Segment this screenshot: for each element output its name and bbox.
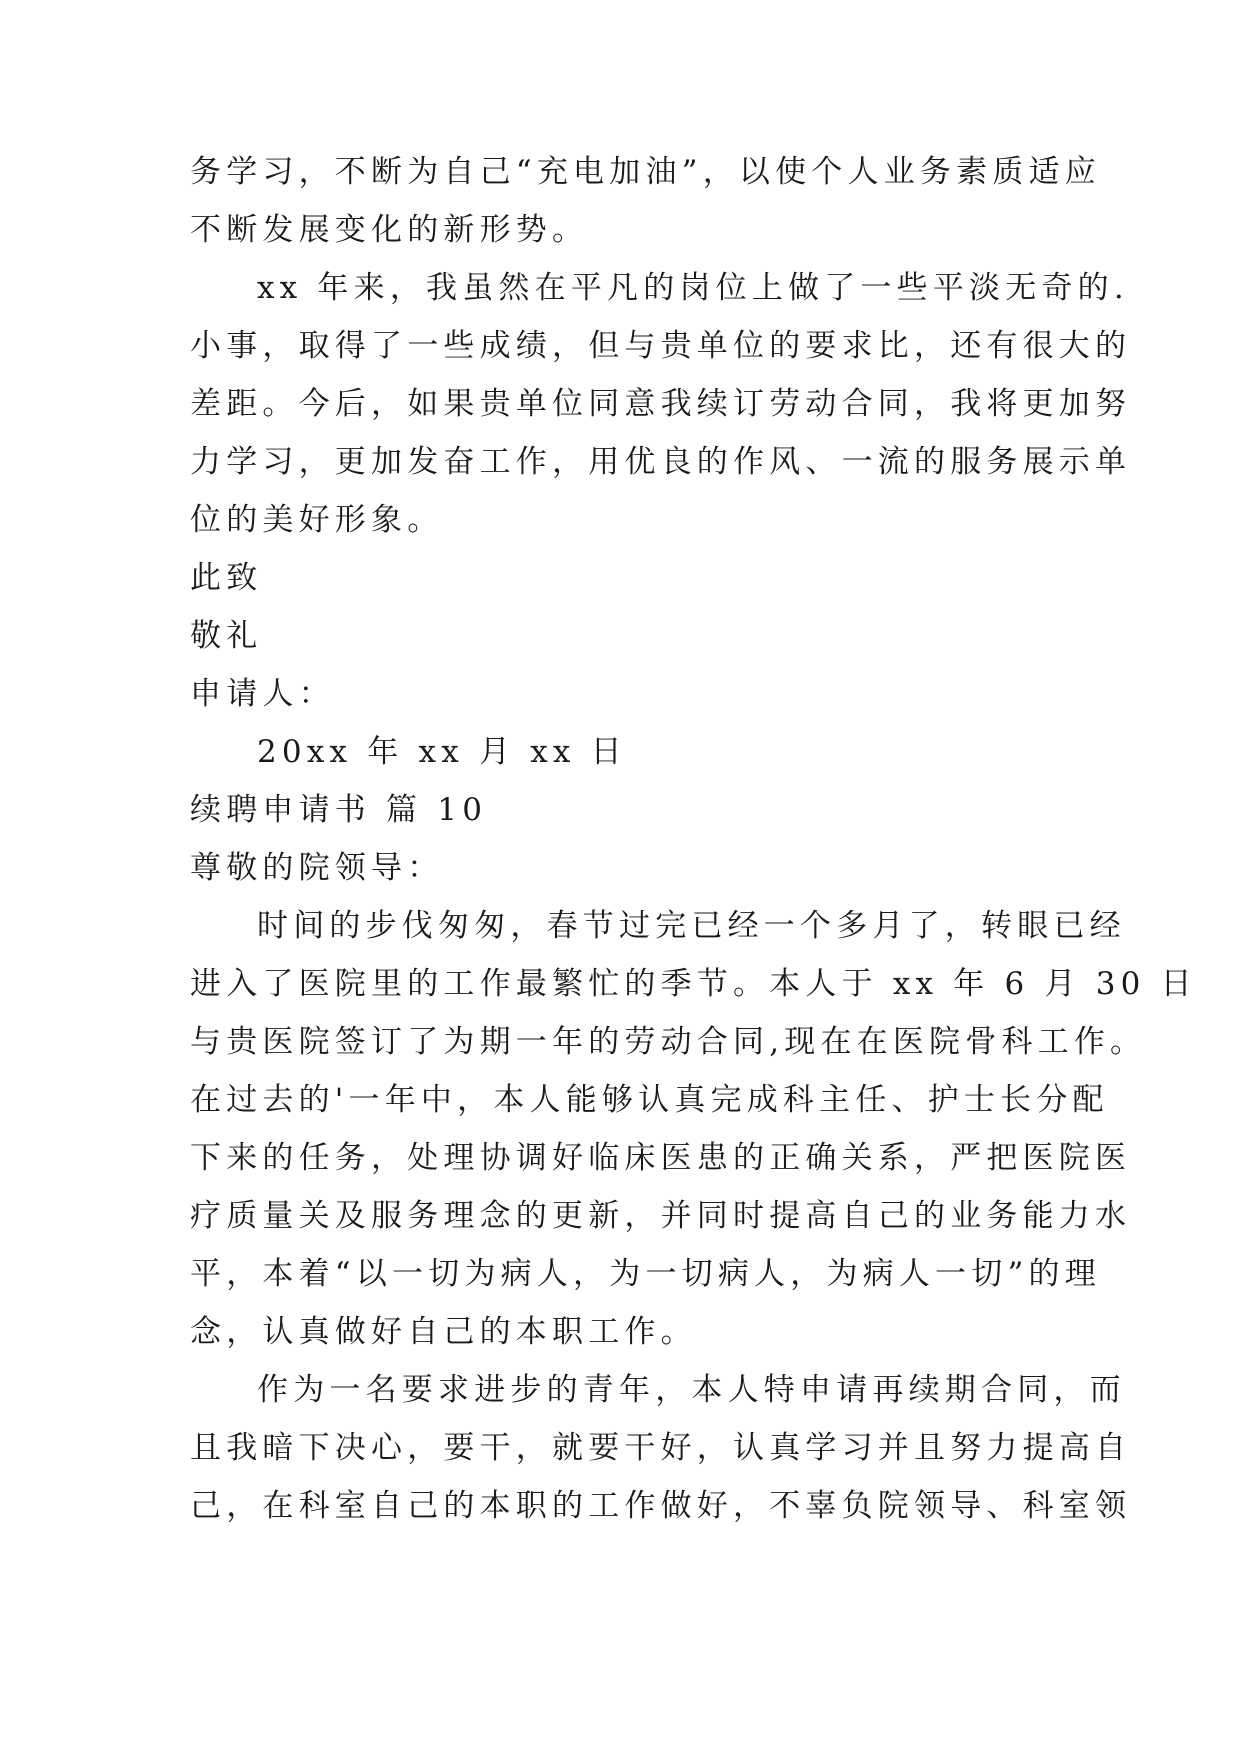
text-line: 己，在科室自己的本职的工作做好，不辜负院领导、科室领 (190, 1488, 1132, 1524)
text-line: 疗质量关及服务理念的更新，并同时提高自己的业务能力水 (190, 1198, 1132, 1234)
text-line: 平，本着“以一切为病人，为一切病人，为病人一切”的理 (190, 1256, 1101, 1292)
text-line: 作为一名要求进步的青年，本人特申请再续期合同，而 (257, 1372, 1126, 1408)
text-line: 务学习，不断为自己“充电加油”，以使个人业务素质适应 (190, 154, 1101, 190)
text-line: 位的美好形象。 (190, 502, 444, 538)
text-line: xx 年来，我虽然在平凡的岗位上做了一些平淡无奇的. (257, 270, 1129, 306)
text-line: 念，认真做好自己的本职工作。 (190, 1314, 697, 1350)
text-line: 小事，取得了一些成绩，但与贵单位的要求比，还有很大的 (190, 328, 1132, 364)
text-line: 差距。今后，如果贵单位同意我续订劳动合同，我将更加努 (190, 386, 1132, 422)
text-line: 不断发展变化的新形势。 (190, 212, 589, 248)
text-line: 与贵医院签订了为期一年的劳动合同,现在在医院骨科工作。 (190, 1024, 1147, 1060)
date-line: 20xx 年 xx 月 xx 日 (257, 734, 627, 770)
text-line: 力学习，更加发奋工作，用优良的作风、一流的服务展示单 (190, 444, 1132, 480)
section-title: 续聘申请书 篇 10 (190, 792, 488, 828)
closing-line: 敬礼 (190, 618, 263, 654)
text-line: 下来的任务，处理协调好临床医患的正确关系，严把医院医 (190, 1140, 1132, 1176)
text-line: 进入了医院里的工作最繁忙的季节。本人于 xx 年 6 月 30 日 (190, 966, 1197, 1002)
closing-line: 此致 (190, 560, 263, 596)
text-line: 且我暗下决心，要干，就要干好，认真学习并且努力提高自 (190, 1430, 1132, 1466)
text-line: 在过去的'一年中，本人能够认真完成科主任、护士长分配 (190, 1082, 1109, 1118)
applicant-label: 申请人： (190, 676, 335, 712)
text-line: 时间的步伐匆匆，春节过完已经一个多月了，转眼已经 (257, 908, 1126, 944)
salutation: 尊敬的院领导： (190, 850, 444, 886)
